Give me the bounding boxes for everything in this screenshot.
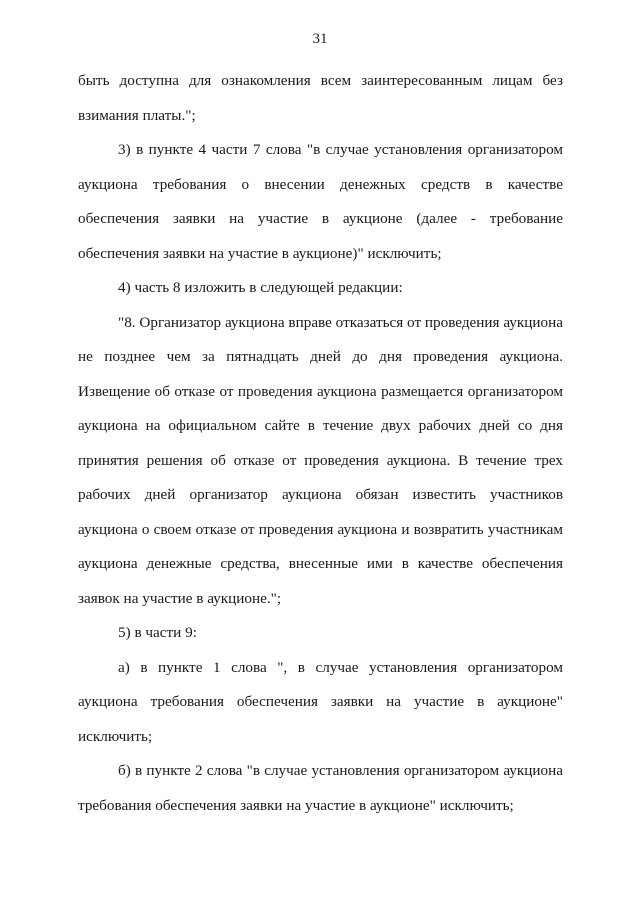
- paragraph-subitem-a: а) в пункте 1 слова ", в случае установления организатором аукциона требования обеспечения заявки на участие в аукционе" исключить;: [78, 658, 563, 745]
- paragraph-item-3: 3) в пункте 4 части 7 слова "в случае установления организатором аукциона требования о внесении денежных средств в качестве обеспечения заявки на участие в аукционе (далее - требование обеспечения заявки на участие в аукционе)" исключить;: [78, 141, 563, 262]
- paragraph-part-8: "8. Организатор аукциона вправе отказаться от проведения аукциона не позднее чем за пятнадцать дней до дня проведения аукциона. Извещение об отказе от проведения аукциона размещается организатором аукциона на официальном сайте в течение двух рабочих дней со дня принятия решения об отказе от проведения аукциона. В течение трех рабочих дней организатор аукциона обязан известить участников аукциона о своем отказе от проведения аукциона и возвратить участникам аукциона денежные средства, внесенные ими в качестве обеспечения заявок на участие в аукционе.";: [78, 313, 563, 607]
- document-body: [78, 64, 563, 823]
- paragraph-item-5: 5) в части 9:: [118, 624, 197, 641]
- paragraph-continuation: быть доступна для ознакомления всем заинтересованным лицам без взимания платы.";: [78, 72, 563, 124]
- paragraph-subitem-b: б) в пункте 2 слова "в случае установления организатором аукциона требования обеспечения заявки на участие в аукционе" исключить;: [78, 762, 563, 814]
- page-number: 31: [312, 31, 328, 47]
- paragraph-item-4: 4) часть 8 изложить в следующей редакции:: [118, 279, 403, 296]
